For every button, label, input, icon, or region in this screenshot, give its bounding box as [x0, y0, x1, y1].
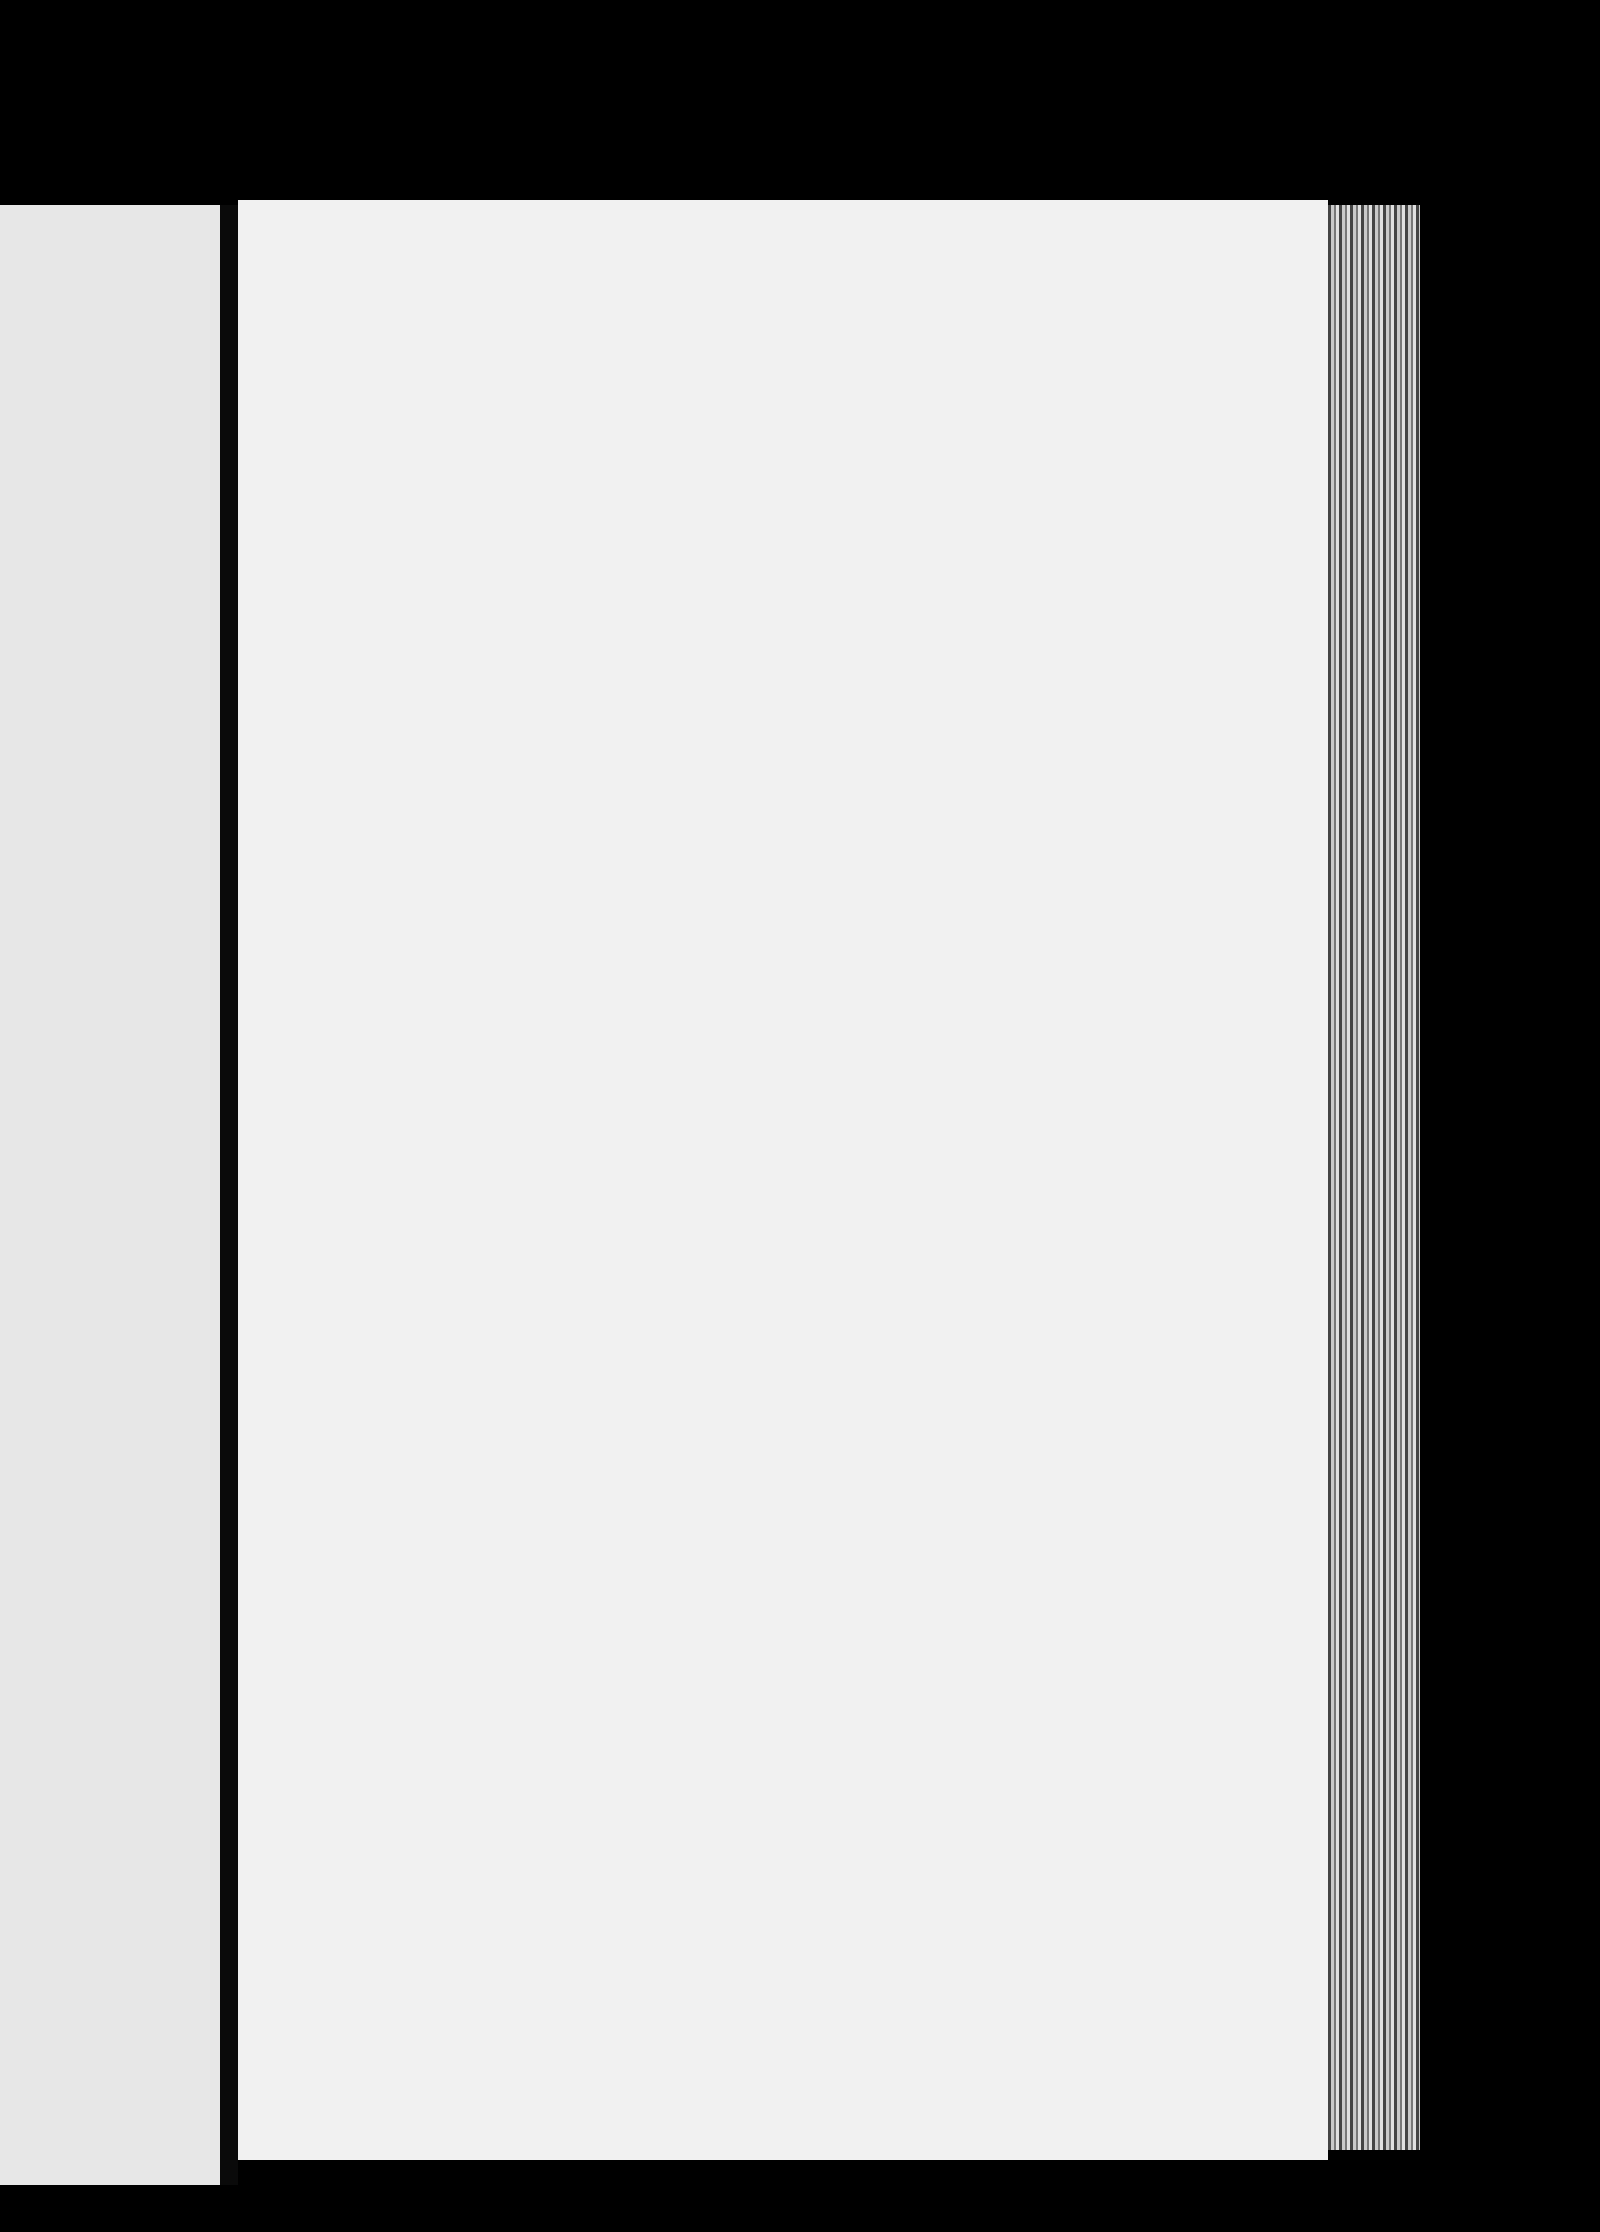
- page-edges: [1328, 205, 1420, 2150]
- book-spine: [220, 205, 238, 2185]
- left-page: [0, 205, 220, 2185]
- right-page: [238, 200, 1328, 2160]
